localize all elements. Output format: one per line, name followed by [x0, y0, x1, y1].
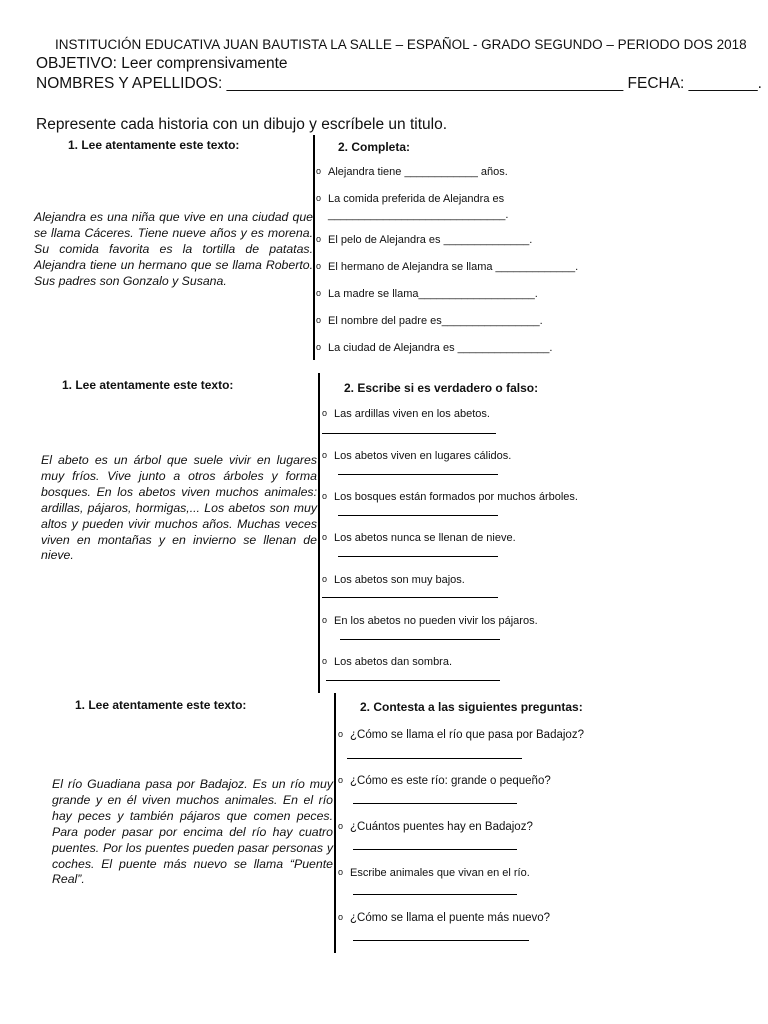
section-3-item-5: o ¿Cómo se llama el puente más nuevo?	[338, 912, 551, 924]
section-2-item-3: o Los bosques están formados por muchos árboles.	[322, 491, 578, 503]
section-3-item-2: o ¿Cómo es este río: grande o pequeño?	[338, 775, 551, 787]
section-2-answer-line-6[interactable]	[340, 639, 500, 640]
section-3-answer-line-3[interactable]	[353, 849, 517, 850]
section-1-item-5: o La madre se llama___________________.	[316, 288, 538, 300]
section-2-answer-line-7[interactable]	[326, 680, 500, 681]
section-1-item-2: o La comida preferida de Alejandra es	[316, 193, 505, 205]
section-2-answer-line-4[interactable]	[338, 556, 498, 557]
section-3-task-heading: 2. Contesta a las siguientes preguntas:	[360, 700, 583, 714]
section-3-answer-line-2[interactable]	[353, 803, 517, 804]
section-3-answer-line-1[interactable]	[347, 758, 522, 759]
section-3-answer-line-5[interactable]	[353, 940, 529, 941]
section-3-item-4: o Escribe animales que vivan en el río.	[338, 867, 530, 879]
section-1-item-1: o Alejandra tiene ____________ años.	[316, 166, 508, 178]
section-2-answer-line-3[interactable]	[338, 515, 498, 516]
section-2-answer-line-2[interactable]	[338, 474, 498, 475]
instruction-line: Represente cada historia con un dibujo y escríbele un titulo.	[36, 116, 447, 133]
section-1-item-3: o El pelo de Alejandra es ______________.	[316, 234, 533, 246]
section-2-item-7: o Los abetos dan sombra.	[322, 656, 453, 668]
section-2-divider	[318, 373, 320, 693]
section-3-reading-heading: 1. Lee atentamente este texto:	[75, 698, 247, 712]
section-3-divider	[334, 693, 336, 953]
section-2-answer-line-5[interactable]	[322, 597, 498, 598]
section-2-item-4: o Los abetos nunca se llenan de nieve.	[322, 532, 516, 544]
section-1-item-4: o El hermano de Alejandra se llama _____________.	[316, 261, 579, 273]
section-3-item-3: o ¿Cuántos puentes hay en Badajoz?	[338, 821, 533, 833]
section-2-passage: El abeto es un árbol que suele vivir en lugares muy fríos. Vive junto a otros árboles y forma bosques. En los abetos viven muchos animales: ardillas, pájaros, hormigas,... Los abetos son muy altos y pueden vivir muchos años. Muchas veces viven en montañas y en invierno se llenan de nieve.	[41, 453, 317, 563]
section-1-task-heading: 2. Completa:	[338, 140, 411, 154]
section-3-item-1: o ¿Cómo se llama el río que pasa por Badajoz?	[338, 729, 584, 741]
section-3-passage: El río Guadiana pasa por Badajoz. Es un río muy grande y en él viven muchos animales. En el río hay peces y también pájaros que comen peces. Para poder pasar por encima del río hay cuatro puentes. Por los puentes pueden pasar personas y coches. El puente más nuevo se llama “Puente Real”.	[52, 777, 333, 887]
section-1-reading-heading: 1. Lee atentamente este texto:	[68, 138, 240, 152]
section-1-item-7: o La ciudad de Alejandra es _______________.	[316, 342, 553, 354]
section-2-item-5: o Los abetos son muy bajos.	[322, 574, 465, 586]
section-2-answer-line-1[interactable]	[322, 433, 496, 434]
section-2-reading-heading: 1. Lee atentamente este texto:	[62, 378, 234, 392]
section-1-item-2-blank[interactable]: _____________________________.	[328, 209, 509, 221]
section-1-passage: Alejandra es una niña que vive en una ciudad que se llama Cáceres. Tiene nueve años y es morena. Su comida favorita es la tortilla de patatas. Alejandra tiene un hermano que se llama Roberto. Sus padres son Gonzalo y Susana.	[34, 210, 313, 288]
names-date-line: NOMBRES Y APELLIDOS: ______________________________________________ FECHA: ________.	[36, 75, 762, 92]
institution-header: INSTITUCIÓN EDUCATIVA JUAN BAUTISTA LA SALLE – ESPAÑOL - GRADO SEGUNDO – PERIODO DOS 2018	[55, 37, 747, 52]
section-2-task-heading: 2. Escribe si es verdadero o falso:	[344, 381, 539, 395]
section-2-item-1: o Las ardillas viven en los abetos.	[322, 408, 490, 420]
section-1-divider	[313, 135, 315, 360]
objective-line: OBJETIVO: Leer comprensivamente	[36, 55, 288, 72]
section-2-item-6: o En los abetos no pueden vivir los pájaros.	[322, 615, 538, 627]
section-1-item-6: o El nombre del padre es________________.	[316, 315, 543, 327]
section-2-item-2: o Los abetos viven en lugares cálidos.	[322, 450, 512, 462]
section-3-answer-line-4[interactable]	[353, 894, 517, 895]
